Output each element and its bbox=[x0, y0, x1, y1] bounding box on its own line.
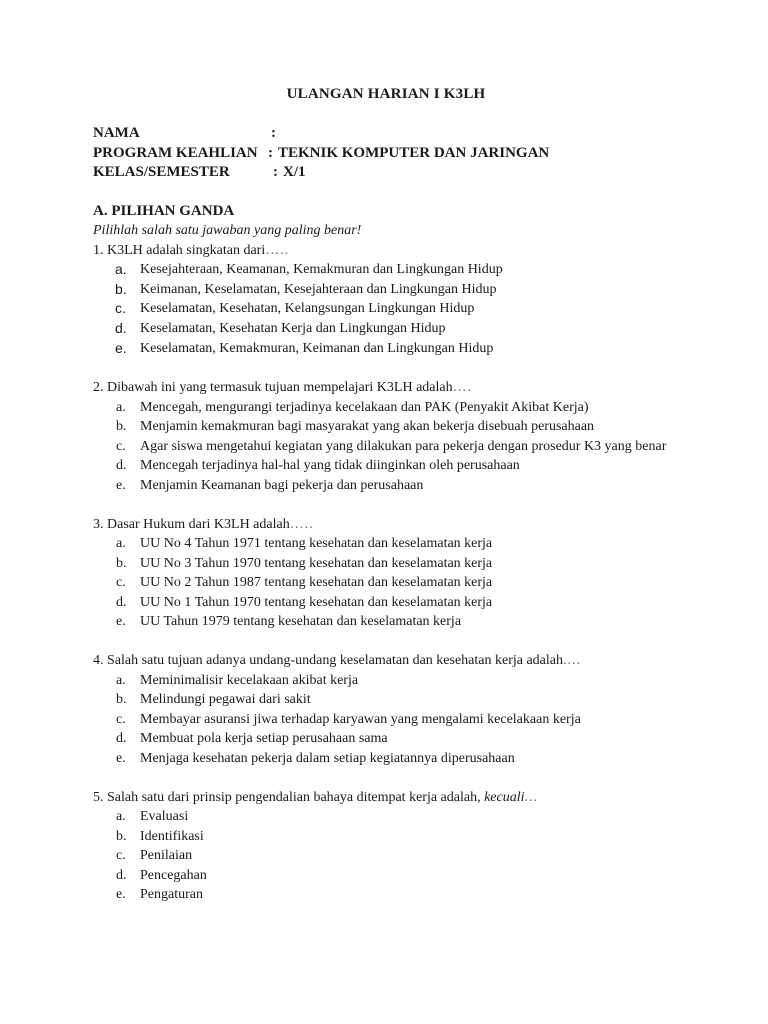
option-d bbox=[93, 456, 713, 476]
option-letter: a. bbox=[116, 399, 126, 415]
option-text: Meminimalisir kecelakaan akibat kerja bbox=[140, 672, 359, 688]
question-1 bbox=[93, 241, 713, 359]
question-number: 3. bbox=[93, 516, 104, 532]
identity-value: TEKNIK KOMPUTER DAN JARINGAN bbox=[278, 144, 550, 161]
option-letter: e. bbox=[116, 887, 126, 903]
option-letter: b. bbox=[115, 280, 127, 297]
option-text: Menjaga kesehatan pekerja dalam setiap kegiatannya diperusahaan bbox=[140, 750, 515, 766]
option-a bbox=[93, 807, 713, 827]
question-stem bbox=[93, 378, 713, 398]
spacer bbox=[93, 768, 713, 788]
option-text: Pengaturan bbox=[140, 887, 203, 903]
question-text: Salah satu dari prinsip pengendalian bahaya ditempat kerja adalah, bbox=[107, 789, 481, 805]
option-letter: a. bbox=[116, 672, 126, 688]
options-list bbox=[93, 260, 713, 359]
question-text: K3LH adalah singkatan dari bbox=[107, 242, 266, 258]
identity-row-nama bbox=[93, 124, 549, 144]
question-text: Dibawah ini yang termasuk tujuan mempelajari K3LH adalah bbox=[107, 380, 453, 396]
options-list bbox=[93, 671, 713, 769]
option-text: Penilaian bbox=[140, 848, 193, 864]
option-b bbox=[93, 280, 713, 300]
option-e bbox=[93, 476, 713, 496]
question-3 bbox=[93, 515, 713, 632]
option-e bbox=[93, 885, 713, 905]
option-letter: a. bbox=[116, 809, 126, 825]
option-text: Membayar asuransi jiwa terhadap karyawan yang mengalami kecelakaan kerja bbox=[140, 711, 581, 727]
options-list bbox=[93, 534, 713, 632]
identity-colon: : bbox=[271, 125, 276, 141]
question-stem bbox=[93, 515, 713, 535]
question-5 bbox=[93, 788, 713, 905]
option-c bbox=[93, 573, 713, 593]
identity-block bbox=[93, 124, 549, 183]
option-a bbox=[93, 398, 713, 418]
option-letter: d. bbox=[116, 458, 127, 474]
option-text: Membuat pola kerja setiap perusahaan sama bbox=[140, 731, 388, 747]
option-b bbox=[93, 417, 713, 437]
option-text: Keselamatan, Kemakmuran, Keimanan dan Lingkungan Hidup bbox=[140, 340, 494, 356]
option-letter: a. bbox=[115, 261, 127, 277]
option-a bbox=[93, 534, 713, 554]
option-text: Agar siswa mengetahui kegiatan yang dilakukan para pekerja dengan prosedur K3 yang benar bbox=[140, 438, 667, 454]
option-d bbox=[93, 593, 713, 613]
question-4 bbox=[93, 651, 713, 768]
question-text: Dasar Hukum dari K3LH adalah bbox=[107, 516, 290, 532]
option-letter: c. bbox=[116, 848, 126, 864]
option-e bbox=[93, 749, 713, 769]
option-b bbox=[93, 554, 713, 574]
option-text: UU No 3 Tahun 1970 tentang kesehatan dan keselamatan kerja bbox=[140, 555, 493, 571]
option-text: Evaluasi bbox=[140, 809, 189, 825]
option-letter: d. bbox=[115, 320, 127, 337]
identity-row-kelas bbox=[93, 163, 549, 183]
option-text: Mencegah terjadinya hal-hal yang tidak diinginkan oleh perusahaan bbox=[140, 458, 520, 474]
spacer bbox=[93, 632, 713, 652]
option-text: UU No 2 Tahun 1987 tentang kesehatan dan keselamatan kerja bbox=[140, 575, 493, 591]
question-stem bbox=[93, 788, 713, 808]
identity-colon: : bbox=[268, 144, 273, 161]
option-letter: d. bbox=[116, 731, 127, 747]
options-list bbox=[93, 398, 713, 496]
section-instruction: Pilihlah salah satu jawaban yang paling benar! bbox=[93, 223, 362, 238]
option-letter: c. bbox=[116, 438, 126, 454]
question-emphasis: kecuali bbox=[484, 789, 525, 805]
section-heading: A. PILIHAN GANDA bbox=[93, 203, 235, 219]
multiple-choice-section bbox=[93, 201, 713, 905]
question-number: 4. bbox=[93, 653, 104, 669]
option-d bbox=[93, 319, 713, 339]
option-d bbox=[93, 866, 713, 886]
spacer bbox=[93, 359, 713, 379]
option-text: Menjamin kemakmuran bagi masyarakat yang akan bekerja disebuah perusahaan bbox=[140, 419, 595, 435]
option-e bbox=[93, 612, 713, 632]
option-text: Mencegah, mengurangi terjadinya kecelakaan dan PAK (Penyakit Akibat Kerja) bbox=[140, 399, 589, 415]
document-title: ULANGAN HARIAN I K3LH bbox=[286, 86, 486, 102]
question-stem bbox=[93, 651, 713, 671]
option-text: Pencegahan bbox=[140, 867, 207, 883]
option-text: Kesejahteraan, Keamanan, Kemakmuran dan Lingkungan Hidup bbox=[140, 262, 503, 277]
option-text: Identifikasi bbox=[140, 828, 204, 844]
option-b bbox=[93, 690, 713, 710]
option-c bbox=[93, 299, 713, 319]
option-letter: e. bbox=[116, 477, 126, 493]
option-letter: b. bbox=[116, 555, 127, 571]
question-trailing-dots: …. bbox=[452, 380, 473, 396]
option-text: UU No 4 Tahun 1971 tentang kesehatan dan keselamatan kerja bbox=[140, 536, 493, 552]
option-letter: b. bbox=[116, 828, 127, 844]
question-trailing-dots: .... bbox=[562, 653, 581, 669]
question-number: 5. bbox=[93, 789, 104, 805]
option-letter: c. bbox=[116, 711, 126, 727]
option-letter: e. bbox=[116, 614, 126, 630]
question-trailing-dots: ... bbox=[524, 789, 539, 805]
option-letter: d. bbox=[116, 594, 127, 610]
option-letter: b. bbox=[116, 419, 127, 435]
option-text: Keselamatan, Kesehatan, Kelangsungan Lingkungan Hidup bbox=[140, 301, 475, 317]
identity-value: X/1 bbox=[283, 164, 306, 180]
option-text: Menjamin Keamanan bagi pekerja dan perusahaan bbox=[140, 477, 424, 493]
option-text: UU Tahun 1979 tentang kesehatan dan keselamatan kerja bbox=[140, 614, 462, 630]
option-c bbox=[93, 437, 713, 457]
option-a bbox=[93, 671, 713, 691]
option-text: Melindungi pegawai dari sakit bbox=[140, 692, 311, 708]
spacer bbox=[93, 495, 713, 515]
option-d bbox=[93, 729, 713, 749]
identity-label: NAMA bbox=[93, 125, 140, 141]
option-letter: c. bbox=[115, 300, 126, 317]
option-text: UU No 1 Tahun 1970 tentang kesehatan dan keselamatan kerja bbox=[140, 594, 493, 610]
option-letter: a. bbox=[116, 536, 126, 552]
option-letter: d. bbox=[116, 867, 127, 883]
option-letter: e. bbox=[115, 339, 127, 356]
question-trailing-dots: ….. bbox=[289, 516, 314, 532]
option-letter: e. bbox=[116, 750, 126, 766]
option-c bbox=[93, 846, 713, 866]
identity-row-program bbox=[93, 144, 549, 164]
question-2 bbox=[93, 378, 713, 495]
question-stem bbox=[93, 241, 713, 261]
option-a bbox=[93, 260, 713, 280]
option-text: Keimanan, Keselamatan, Kesejahteraan dan Lingkungan Hidup bbox=[140, 281, 497, 297]
options-list bbox=[93, 807, 713, 905]
option-letter: c. bbox=[116, 575, 126, 591]
identity-label: KELAS/SEMESTER bbox=[93, 164, 230, 180]
option-b bbox=[93, 827, 713, 847]
question-trailing-dots: ….. bbox=[265, 242, 290, 258]
identity-label: PROGRAM KEAHLIAN bbox=[93, 144, 258, 161]
question-text: Salah satu tujuan adanya undang-undang keselamatan dan kesehatan kerja adalah bbox=[107, 653, 563, 669]
option-text: Keselamatan, Kesehatan Kerja dan Lingkungan Hidup bbox=[140, 321, 446, 337]
option-c bbox=[93, 710, 713, 730]
identity-colon: : bbox=[273, 164, 278, 180]
question-number: 1. bbox=[93, 242, 104, 258]
option-e bbox=[93, 339, 713, 359]
question-number: 2. bbox=[93, 380, 104, 396]
option-letter: b. bbox=[116, 692, 127, 708]
